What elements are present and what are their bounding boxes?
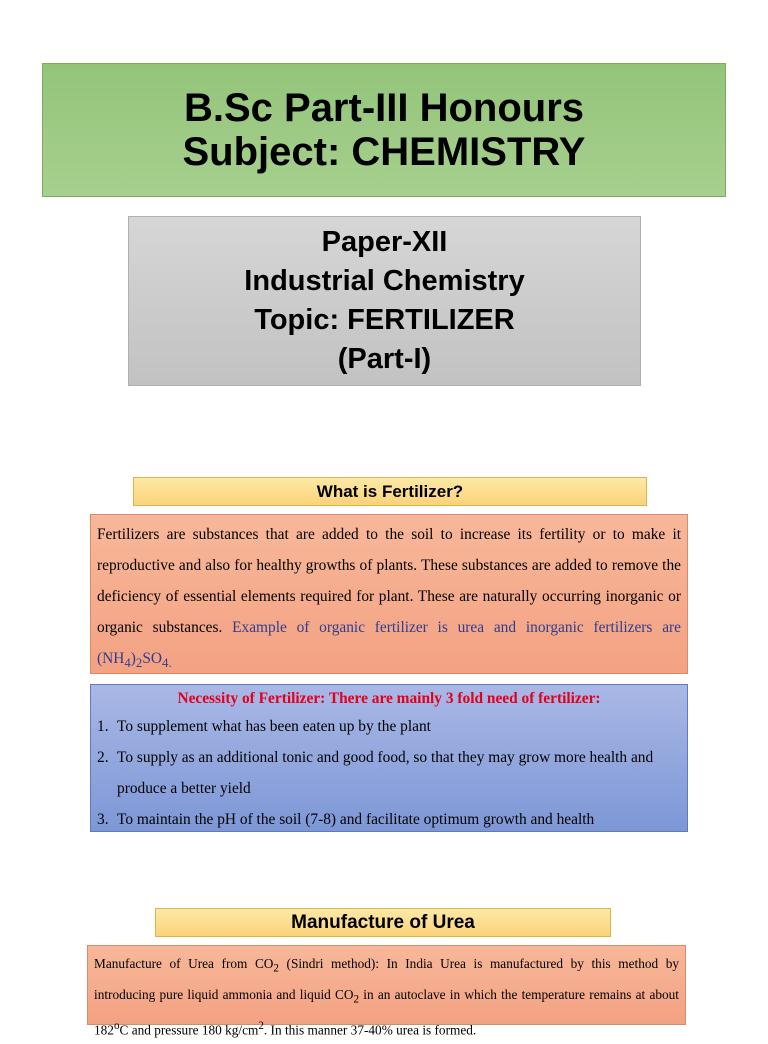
necessity-title: Necessity of Fertilizer: There are mainly 3 fold need of fertilizer:: [177, 690, 601, 707]
example-text-a: Example of organic fertilizer is urea and inorganic fertilizers are (NH: [97, 619, 681, 667]
urea-text-5: . In this manner 37-40% urea is formed.: [263, 1022, 477, 1038]
definition-text: Fertilizers are substances that are added to the soil to increase its fertility or to make it reproductive and also for healthy growths of plants. These substances are added to remove the deficiency of essential elements required for plant. These are naturally occurring inorganic or organic substances.: [97, 526, 681, 636]
paper-line-3: Topic: FERTILIZER: [254, 304, 515, 336]
so-text: SO: [142, 650, 163, 667]
list-item: [97, 742, 681, 804]
urea-text-4: C and pressure 180 kg/cm: [119, 1022, 259, 1038]
subscript-4b: 4.: [162, 656, 172, 671]
title-line-2: Subject: CHEMISTRY: [182, 130, 586, 174]
list-item-number: 1.: [97, 718, 109, 735]
list-item-number: 3.: [97, 811, 109, 828]
paper-line-2: Industrial Chemistry: [244, 265, 525, 297]
section-heading-what-is-fertilizer: [133, 477, 647, 506]
section-heading-manufacture-of-urea: [155, 908, 611, 937]
superscript-2: 2: [258, 1020, 264, 1033]
list-item-text: To supply as an additional tonic and good food, so that they may grow more health and produce a better yield: [117, 749, 654, 797]
necessity-box: [90, 684, 688, 832]
list-item-text: To supplement what has been eaten up by the plant: [117, 718, 431, 735]
subscript-2b: 2: [353, 993, 360, 1006]
heading-text: What is Fertilizer?: [316, 481, 464, 501]
list-item: [97, 804, 681, 835]
urea-text-3: in an autoclave in which the temperature remains at about 182: [94, 987, 679, 1038]
title-line-1: B.Sc Part-III Honours: [183, 86, 585, 130]
superscript-o: o: [113, 1020, 120, 1033]
urea-text-1: Manufacture of Urea from CO: [94, 956, 274, 971]
paper-line-1: Paper-XII: [321, 226, 448, 258]
list-item-text: To maintain the pH of the soil (7-8) and facilitate optimum growth and health: [117, 811, 595, 828]
paper-banner: [128, 216, 641, 386]
urea-description-box: [87, 945, 686, 1038]
subscript-4: 4: [124, 656, 131, 671]
close-paren: ): [130, 650, 136, 667]
subscript-2: 2: [135, 656, 143, 671]
subscript-2a: 2: [273, 962, 279, 975]
heading-text: Manufacture of Urea: [291, 911, 475, 933]
title-banner: [42, 63, 726, 197]
paper-line-4: (Part-I): [337, 343, 432, 375]
definition-box: [90, 514, 688, 674]
list-item: [97, 711, 681, 742]
urea-text-2: (Sindri method): In India Urea is manufactured by this method by introducing pure liquid ammonia and liquid CO: [94, 956, 679, 1003]
list-item-number: 2.: [97, 749, 109, 766]
